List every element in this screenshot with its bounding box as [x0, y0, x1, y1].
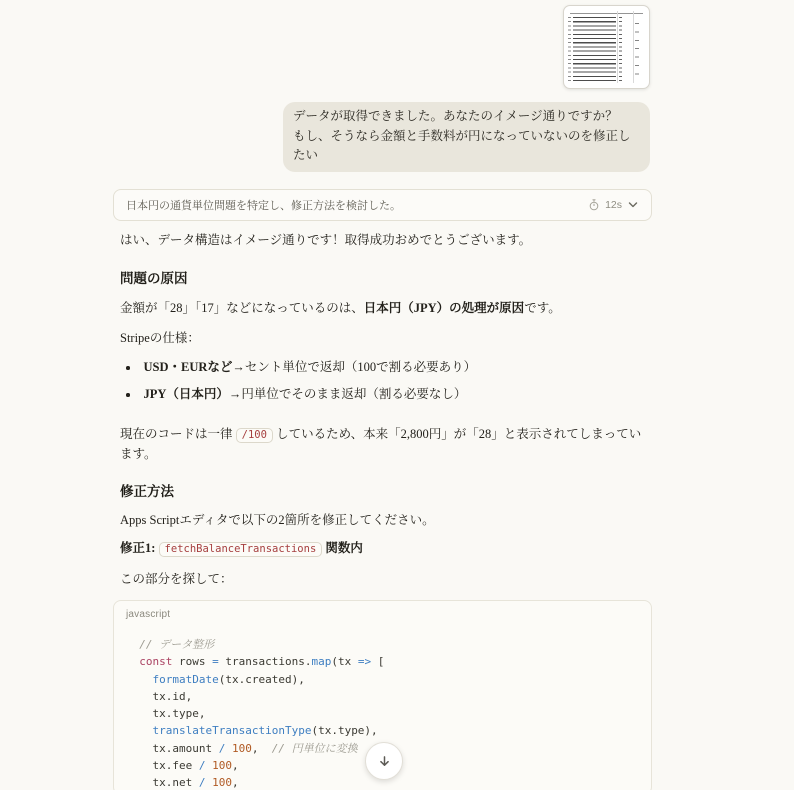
code-line: translateTransactionType(tx.type), — [152, 724, 378, 738]
thinking-duration: 12s — [605, 199, 622, 211]
heading-fix1: 修正1: fetchBalanceTransactions 関数内 — [120, 541, 363, 555]
mini-table-amount-column — [619, 17, 622, 81]
attachment-thumbnail[interactable] — [563, 5, 650, 89]
list-item — [120, 385, 652, 404]
code-language-label: javascript — [126, 609, 171, 620]
code-line: tx.amount / 100, // 円単位に変換 — [126, 741, 358, 755]
inline-code: /100 — [236, 428, 273, 443]
arrow-down-icon — [377, 754, 392, 769]
code-line: tx.fee / 100, — [126, 759, 239, 773]
paragraph-find-this: この部分を探して： — [120, 572, 233, 586]
list-item-text: JPY（日本円）→円単位でそのまま返却（割る必要なし） — [143, 387, 467, 401]
cause-bold: 日本円（JPY）の処理が原因 — [363, 301, 525, 315]
paragraph-cause: 金額が「28」「17」などになっているのは、日本円（JPY）の処理が原因です。 — [120, 301, 561, 315]
list-item-text: USD・EURなど→セント単位で返却（100で割る必要あり） — [143, 360, 477, 374]
bullet-dot — [126, 393, 130, 397]
user-message-line: データが取得できました。あなたのイメージ通りですか？ — [293, 109, 618, 123]
code-line: tx.net / 100, — [126, 776, 239, 790]
paragraph-stripe-spec: Stripeの仕様： — [120, 331, 200, 345]
code-line: tx.id, — [126, 689, 193, 703]
paragraph-current-code: 現在のコードは一律 /100 しているため、本来「2,800円」が「28」と表示されてしまっています。 — [120, 427, 642, 461]
mini-table-row-numbers — [568, 17, 571, 81]
mini-table-divider — [633, 11, 634, 82]
paragraph-fix-intro: Apps Scriptエディタで以下の2箇所を修正してください。 — [120, 513, 435, 527]
clock-icon — [588, 199, 600, 211]
mini-table-rows — [573, 17, 616, 81]
inline-code: fetchBalanceTransactions — [159, 542, 323, 557]
user-message-line: もし、そうなら金額と手数料が円になっていないのを修正したい — [293, 128, 631, 162]
thinking-summary-text: 日本円の通貨単位問題を特定し、修正方法を検討した。 — [126, 200, 401, 212]
user-message-bubble — [283, 102, 650, 172]
list-item — [120, 358, 652, 377]
code-line: const rows = transactions.map(tx => [ — [139, 655, 385, 669]
bullet-dot — [126, 366, 130, 370]
heading-fix-method: 修正方法 — [120, 484, 174, 499]
code-line: tx.type, — [126, 707, 206, 721]
chevron-down-icon — [627, 199, 639, 211]
scroll-to-bottom-button[interactable] — [365, 742, 403, 780]
mini-table-divider — [617, 11, 618, 82]
code-line: // データ整形 — [139, 638, 215, 651]
heading-problem-cause: 問題の原因 — [120, 271, 188, 286]
code-line: formatDate(tx.created), — [152, 672, 305, 686]
thinking-bar-meta — [588, 199, 639, 211]
response-intro — [120, 231, 652, 250]
spreadsheet-preview-image — [567, 9, 646, 85]
response-intro-text: はい、データ構造はイメージ通りです！取得成功おめでとうございます。 — [120, 233, 532, 247]
mini-table-fee-column — [635, 23, 639, 76]
thinking-summary-bar[interactable] — [113, 189, 652, 221]
